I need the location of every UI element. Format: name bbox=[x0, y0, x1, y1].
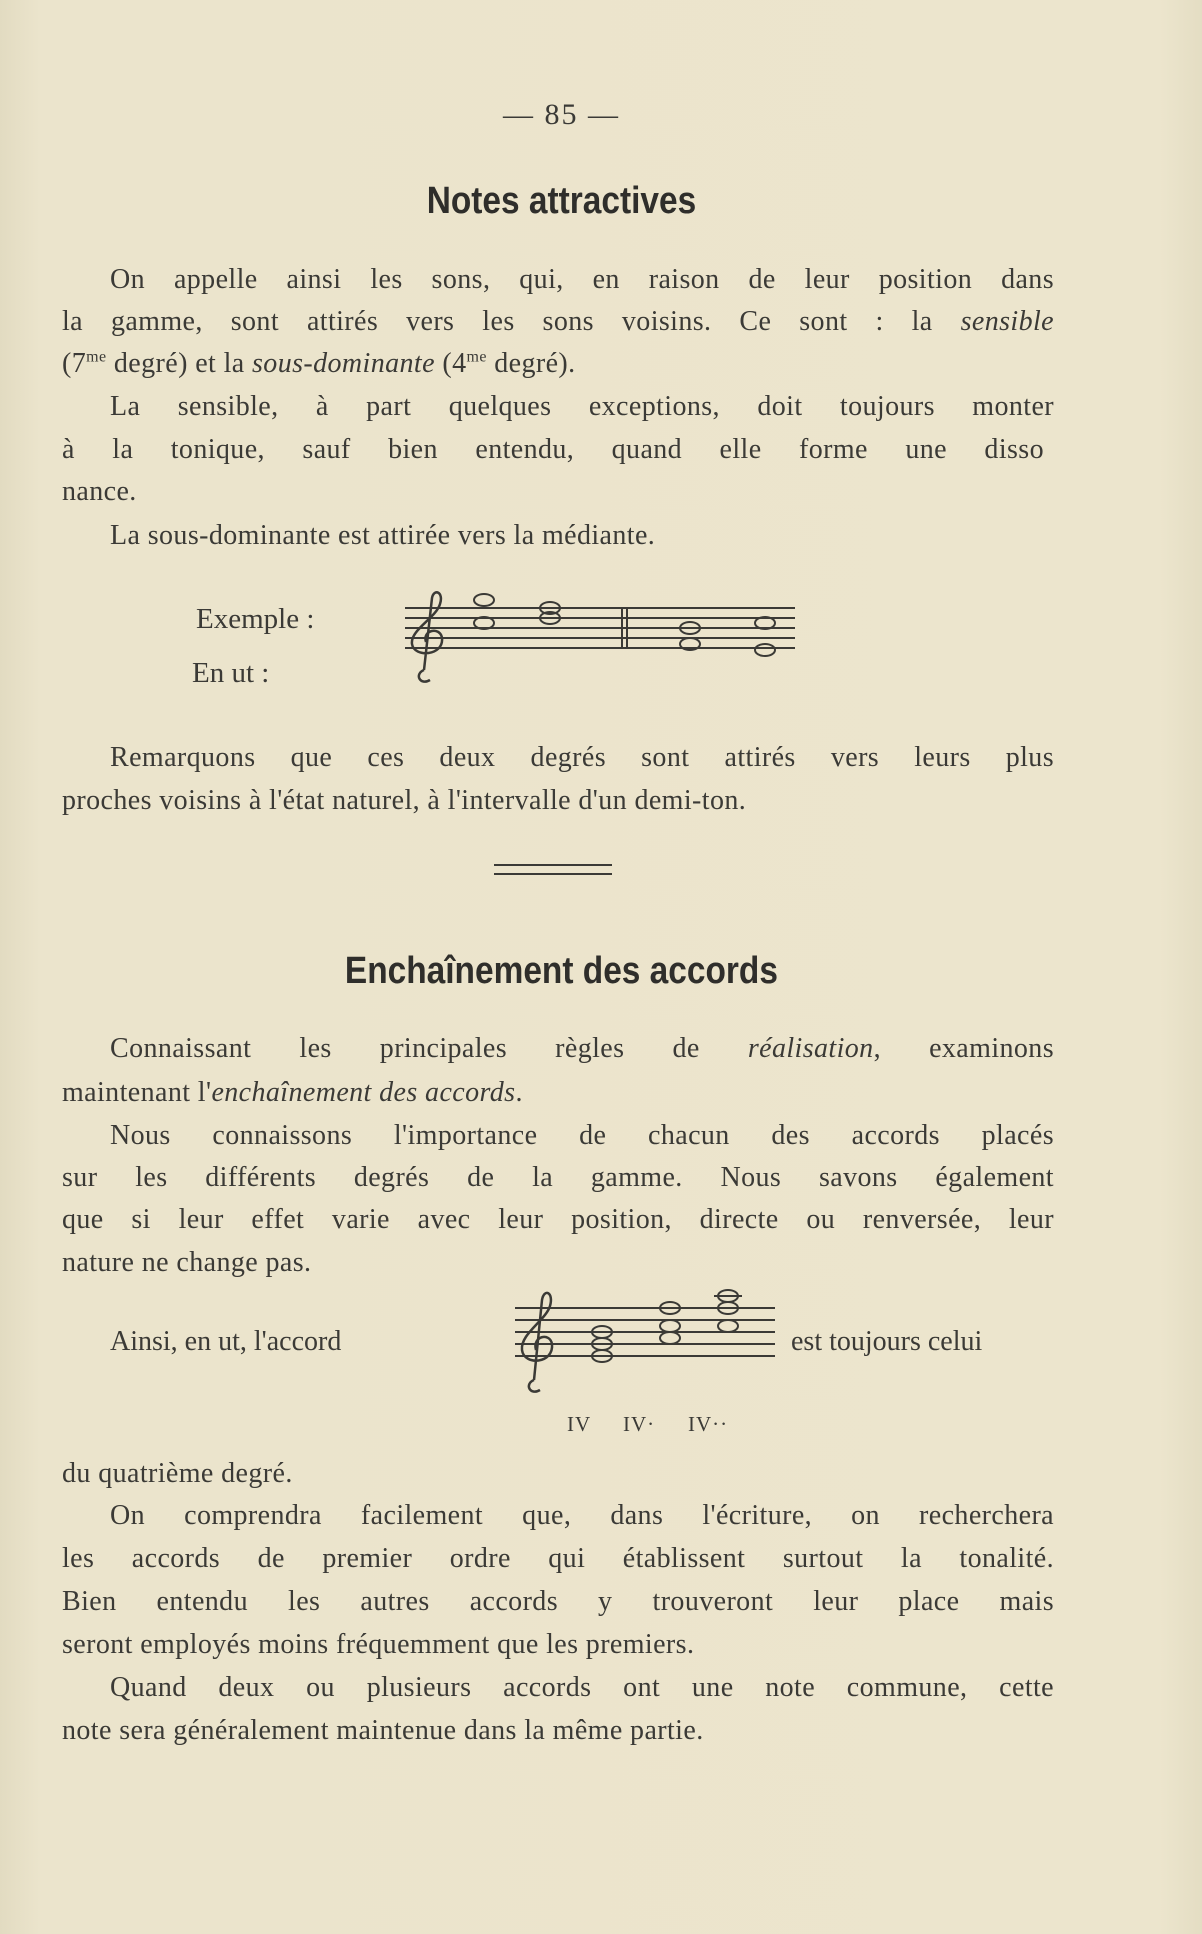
degree-label: IV·· bbox=[688, 1412, 729, 1436]
paragraph-line: sur les différents degrés de la gamme. Nous savons également bbox=[62, 1162, 1054, 1193]
paragraph-line: Remarquons que ces deux degrés sont attirés vers leurs plus bbox=[110, 742, 1054, 773]
music-staff-chords bbox=[510, 1290, 780, 1400]
paragraph-line: à la tonique, sauf bien entendu, quand elle forme une disso bbox=[62, 434, 1044, 465]
section-title-enchainement: Enchaînement des accords bbox=[344, 950, 778, 992]
example-label: Exemple : bbox=[196, 603, 315, 635]
section-title-notes-attractives: Notes attractives bbox=[426, 180, 697, 222]
degree-label: IV· bbox=[623, 1412, 656, 1436]
paragraph-line: proches voisins à l'état naturel, à l'intervalle d'un demi-ton. bbox=[62, 785, 747, 816]
paragraph-line: que si leur effet varie avec leur position, directe ou renversée, leur bbox=[62, 1204, 1054, 1235]
paragraph-line: du quatrième degré. bbox=[62, 1458, 293, 1489]
paragraph-line: Connaissant les principales règles de réalisation, examinons bbox=[110, 1033, 1054, 1064]
paragraph-line: maintenant l'enchaînement des accords. bbox=[62, 1077, 523, 1108]
paragraph-line: On comprendra facilement que, dans l'écriture, on recherchera bbox=[110, 1500, 1054, 1531]
paragraph-line: seront employés moins fréquemment que les premiers. bbox=[62, 1629, 695, 1660]
whole-note bbox=[755, 644, 775, 656]
paragraph-line: la gamme, sont attirés vers les sons voisins. Ce sont : la sensible bbox=[62, 306, 1054, 337]
whole-note bbox=[660, 1320, 680, 1332]
ainsi-right-text: est toujours celui bbox=[791, 1326, 983, 1357]
paragraph-line: On appelle ainsi les sons, qui, en raison de leur position dans bbox=[110, 264, 1054, 295]
paragraph-line: La sous-dominante est attirée vers la médiante. bbox=[110, 520, 656, 551]
paragraph-line: note sera généralement maintenue dans la même partie. bbox=[62, 1715, 704, 1746]
paragraph-line: Bien entendu les autres accords y trouveront leur place mais bbox=[62, 1586, 1054, 1617]
paragraph-line: les accords de premier ordre qui établissent surtout la tonalité. bbox=[62, 1543, 1054, 1574]
whole-note bbox=[474, 594, 494, 606]
whole-note bbox=[660, 1332, 680, 1344]
example-key-label: En ut : bbox=[192, 657, 270, 689]
paragraph-line: nance. bbox=[62, 476, 137, 507]
paragraph-line: Quand deux ou plusieurs accords ont une note commune, cette bbox=[110, 1672, 1054, 1703]
page-number: — 85 — bbox=[503, 98, 620, 131]
music-staff-example bbox=[400, 590, 800, 700]
paragraph-line: nature ne change pas. bbox=[62, 1247, 312, 1278]
treble-clef-icon bbox=[412, 592, 442, 681]
paragraph-line: Nous connaissons l'importance de chacun des accords placés bbox=[110, 1120, 1054, 1151]
paragraph-line: La sensible, à part quelques exceptions, doit toujours monter bbox=[110, 391, 1054, 422]
degree-label: IV bbox=[567, 1412, 592, 1436]
section-divider bbox=[494, 864, 612, 875]
ainsi-left-text: Ainsi, en ut, l'accord bbox=[110, 1326, 342, 1357]
whole-note bbox=[718, 1320, 738, 1332]
paragraph-line: ($7^{me}$ degré) et la sous-dominante ($4^{me}$ degré). bbox=[62, 348, 576, 379]
